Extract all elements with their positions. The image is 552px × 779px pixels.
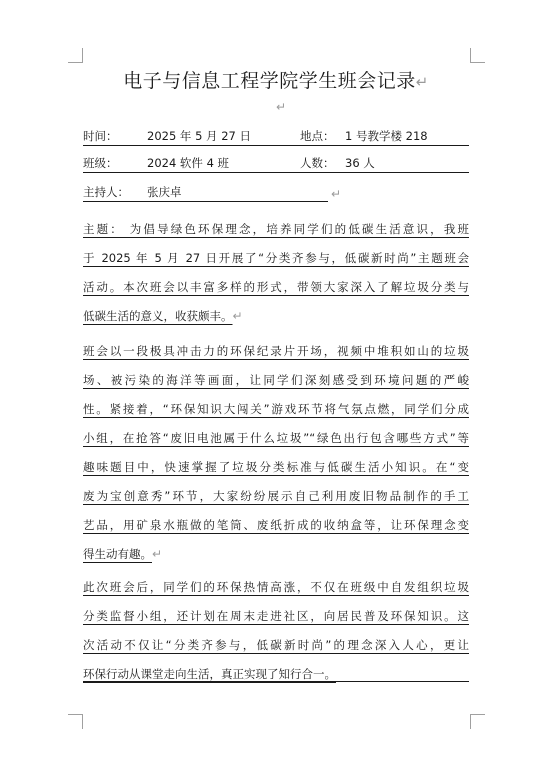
text-line: 性。紧接着，“环保知识大闯关”游戏环节将气氛点燃，同学们分成	[83, 402, 469, 416]
text-line: 活动。本次班会以丰富多样的形式，带领大家深入了解垃圾分类与	[83, 280, 469, 294]
paragraph-mark-icon: ↵	[415, 73, 429, 91]
time-label: 时间：	[83, 129, 118, 143]
text-line: 废为宝创意秀”环节，大家纷纷展示自己利用废旧物品制作的手工	[83, 489, 469, 503]
info-row-host[interactable]	[83, 181, 328, 202]
text-line: 得生动有趣。↵	[83, 547, 163, 561]
text-line: 次活动不仅让“分类齐参与，低碳新时尚”的理念深入人心，更让	[83, 638, 469, 652]
paragraph-mark-icon: ↵	[331, 187, 342, 201]
info-row-time-place[interactable]	[83, 125, 469, 146]
crop-mark-bottom-left	[68, 714, 83, 729]
class-value: 2024 软件 4 班	[147, 156, 230, 170]
text-line: 主题： 为倡导绿色环保理念，培养同学们的低碳生活意识，我班	[83, 222, 469, 236]
count-value: 36 人	[345, 156, 375, 170]
title-text: 电子与信息工程学院学生班会记录	[123, 70, 416, 92]
host-label: 主持人：	[83, 185, 129, 199]
paragraph-mark-icon: ↵	[232, 309, 243, 323]
text-line: 场、被污染的海洋等画面，让同学们深刻感受到环境问题的严峻	[83, 373, 469, 387]
paragraph-outcome[interactable]	[83, 573, 469, 689]
paragraph-theme[interactable]	[83, 215, 469, 331]
text-line: 此次班会后，同学们的环保热情高涨，不仅在班级中自发组织垃圾	[83, 580, 469, 594]
paragraph-process[interactable]	[83, 337, 469, 569]
place-value: 1 号教学楼 218	[345, 129, 428, 143]
text-line: 小组，在抢答“废旧电池属于什么垃圾”“绿色出行包含哪些方式”等	[83, 431, 469, 445]
paragraph-mark-icon: ↵	[152, 547, 163, 561]
text-line: 艺品，用矿泉水瓶做的笔筒、废纸折成的收纳盒等，让环保理念变	[83, 518, 469, 532]
text-line: 分类监督小组，还计划在周末走进社区，向居民普及环保知识。这	[83, 609, 469, 623]
text-line: 班会以一段极具冲击力的环保纪录片开场，视频中堆积如山的垃圾	[83, 344, 469, 358]
text-line: 趣味题目中，快速掌握了垃圾分类标准与低碳生活小知识。在“变	[83, 460, 469, 474]
info-row-class-count[interactable]	[83, 152, 469, 173]
paragraph-mark-icon: ↵	[276, 100, 287, 114]
document-title[interactable]	[0, 66, 552, 93]
time-value: 2025 年 5 月 27 日	[147, 129, 251, 143]
text-line: 于 2025 年 5 月 27 日开展了“分类齐参与，低碳新时尚”主题班会	[83, 251, 469, 265]
crop-mark-bottom-right	[470, 714, 485, 729]
crop-mark-top-left	[68, 48, 83, 63]
text-line: 环保行动从课堂走向生活，真正实现了知行合一。	[83, 667, 336, 681]
host-value: 张庆卓	[147, 185, 182, 199]
place-label: 地点：	[300, 129, 335, 143]
text-line: 低碳生活的意义，收获颇丰。↵	[83, 309, 243, 323]
crop-mark-top-right	[470, 48, 485, 63]
class-label: 班级：	[83, 156, 118, 170]
closing-underline	[83, 681, 469, 682]
count-label: 人数：	[300, 156, 335, 170]
